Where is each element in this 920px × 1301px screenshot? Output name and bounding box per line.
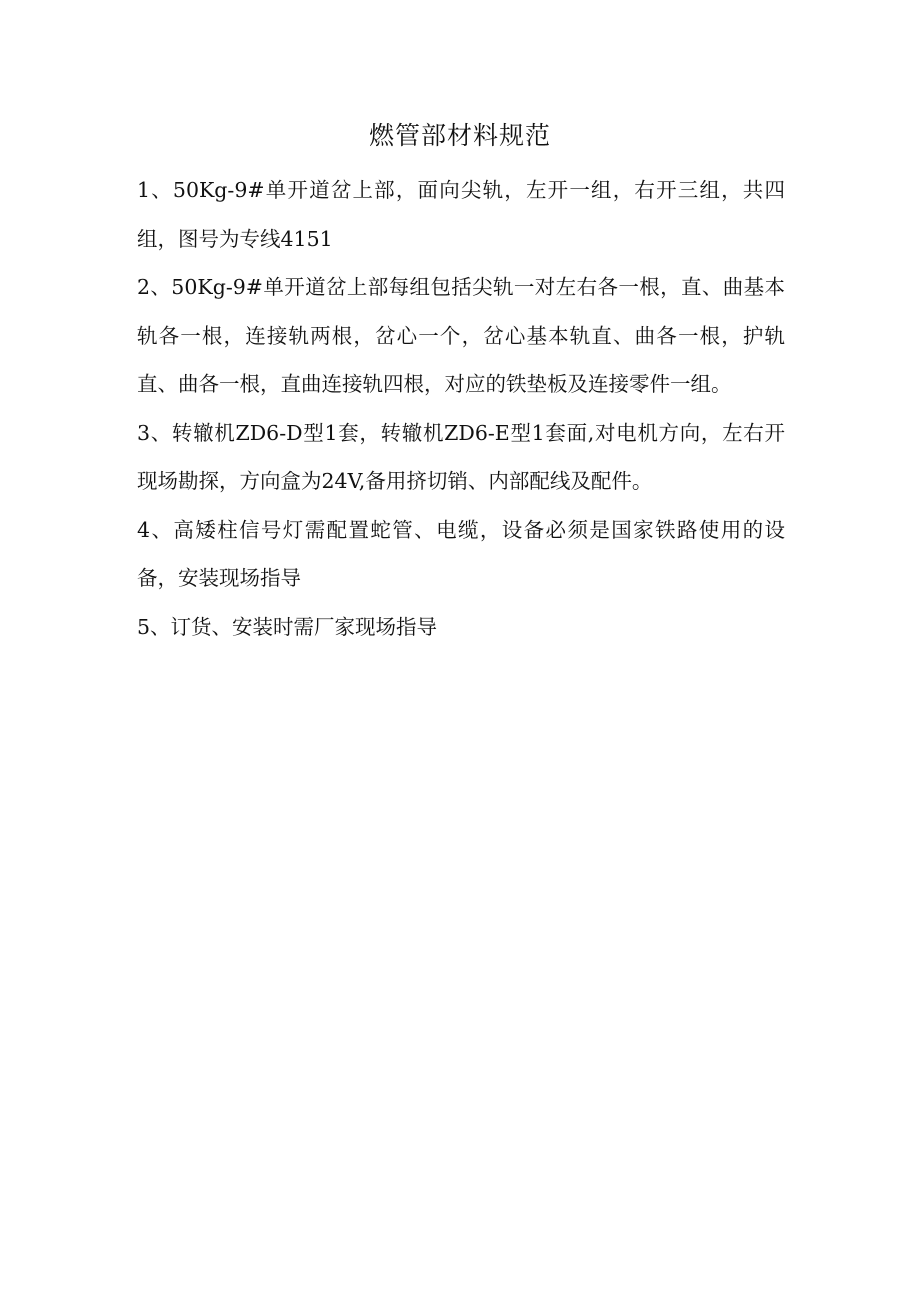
spec-item-5: 5、订货、安装时需厂家现场指导: [137, 614, 438, 639]
spec-item-4: 4、高矮柱信号灯需配置蛇管、电缆，设备必须是国家铁路使用的设备，安装现场指导: [137, 517, 785, 590]
spec-item-3: 3、转辙机ZD6-D型1套，转辙机ZD6-E型1套面,对电机方向，左右开现场勘探，方向盒为24V,备用挤切销、内部配线及配件。: [137, 420, 785, 493]
specification-list: [137, 166, 785, 651]
spec-item-1: 1、50Kg-9#单开道岔上部，面向尖轨，左开一组，右开三组，共四组，图号为专线4151: [137, 178, 785, 251]
spec-item-2: 2、50Kg-9#单开道岔上部每组包括尖轨一对左右各一根，直、曲基本轨各一根，连接轨两根，岔心一个，岔心基本轨直、曲各一根，护轨直、曲各一根，直曲连接轨四根，对应的铁垫板及连接零件一组。: [137, 275, 785, 396]
document-title: 燃管部材料规范: [368, 121, 551, 150]
